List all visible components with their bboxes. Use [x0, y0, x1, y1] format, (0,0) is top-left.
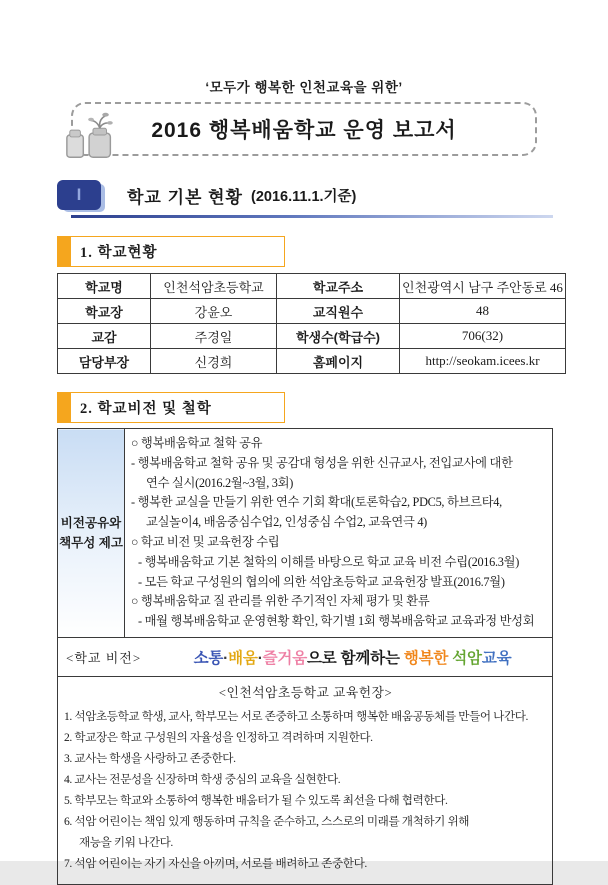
vision-philosophy-table [57, 428, 553, 885]
content-line: - 행복배움학교 기본 철학의 이해를 바탕으로 학교 교육 비전 수립(2016.3월) [138, 554, 519, 569]
orange-square-marker [58, 393, 71, 422]
charter-item: 5. 학부모는 학교와 소통하여 행복한 배움터가 될 수 있도록 최선을 다해 협력한다. [64, 793, 448, 807]
slogan-segment: 즐거움 [262, 649, 307, 667]
vision-sharing-content [125, 429, 553, 638]
report-title: 2016 행복배움학교 운영 보고서 [151, 119, 457, 142]
table-row [58, 349, 566, 374]
slogan-segment: 행복한 [403, 649, 453, 667]
content-line: ○ 학교 비전 및 교육헌장 수립 [131, 534, 280, 549]
charter-item: 6. 석암 어린이는 책임 있게 행동하며 규칙을 준수하고, 스스로의 미래를 개척하기 위해 [64, 814, 470, 828]
content-line: - 행복배움학교 철학 공유 및 공감대 형성을 위한 신규교사, 전입교사에 대한 [131, 455, 513, 470]
vice-principal-header: 교감 [58, 324, 151, 349]
homepage-value: http://seokam.icees.kr [400, 349, 566, 374]
charter-title: <인천석암초등학교 교육헌장> [218, 685, 393, 700]
vision-sharing-label [58, 429, 125, 638]
header-quote: ‘모두가 행복한 인천교육을 위한’ [205, 80, 403, 95]
orange-square-marker [58, 237, 71, 266]
table-row [58, 429, 553, 638]
charter-item: 3. 교사는 학생을 사랑하고 존중한다. [64, 751, 236, 765]
report-title-banner [71, 102, 537, 156]
label-line: 비전공유와 [60, 515, 122, 530]
student-count-header: 학생수(학급수) [277, 324, 400, 349]
slogan-dot: · [223, 649, 229, 667]
content-line: 연수 실시(2016.2월~3월, 3회) [146, 475, 294, 490]
section-date-note: (2016.11.1.기준) [250, 188, 357, 205]
charter-item-continuation: 재능을 키워 나간다. [79, 835, 173, 849]
charter-item: 7. 석암 어린이는 자기 자신을 아끼며, 서로를 배려하고 존중한다. [64, 856, 367, 870]
vice-principal-value: 주경일 [151, 324, 277, 349]
table-row [58, 299, 566, 324]
school-address-header: 학교주소 [277, 274, 400, 299]
table-row [58, 676, 553, 884]
slogan-segment: 석암 [452, 649, 482, 667]
table-row [58, 637, 553, 676]
charter-item: 1. 석암초등학교 학생, 교사, 학부모는 서로 존중하고 소통하며 행복한 배움공동체를 만들어 나간다. [64, 709, 529, 723]
content-line: ○ 행복배움학교 질 관리를 위한 주기적인 자체 평가 및 환류 [131, 594, 430, 609]
school-name-header: 학교명 [58, 274, 151, 299]
subsection-school-status [57, 236, 285, 267]
content-line: - 매월 행복배움학교 운영현황 확인, 학기별 1회 행복배움학교 교육과정 반성회 [138, 614, 535, 629]
content-line: - 모든 학교 구성원의 협의에 의한 석암초등학교 교육헌장 발표(2016.7월) [138, 574, 505, 589]
label-line: 책무성 제고 [59, 535, 123, 550]
staff-count-header: 교직원수 [277, 299, 400, 324]
section-basic-status [57, 180, 553, 218]
subsection-title: 1. 학교현황 [80, 245, 158, 261]
slogan-segment: 교육 [481, 649, 512, 667]
section-title: 학교 기본 현황 [127, 187, 243, 207]
plant-cans-icon [63, 106, 121, 164]
table-row [58, 324, 566, 349]
slogan-dot: · [257, 649, 263, 667]
school-info-table [57, 273, 566, 374]
content-line: - 행복한 교실을 만들기 위한 연수 기회 확대(토론학습2, PDC5, 하브르타4, [131, 495, 502, 510]
subsection-title: 2. 학교비전 및 철학 [80, 401, 212, 417]
homepage-header: 홈페이지 [277, 349, 400, 374]
principal-value: 강윤오 [151, 299, 277, 324]
student-count-value: 706(32) [400, 324, 566, 349]
charter-item: 2. 학교장은 학교 구성원의 자율성을 인정하고 격려하며 지원한다. [64, 730, 373, 744]
subsection-vision-philosophy [57, 392, 285, 423]
table-row [58, 274, 566, 299]
staff-count-value: 48 [400, 299, 566, 324]
charter-item: 4. 교사는 전문성을 신장하며 학생 중심의 교육을 실현한다. [64, 772, 341, 786]
content-line: ○ 행복배움학교 철학 공유 [131, 436, 263, 450]
school-vision-row [58, 637, 553, 676]
slogan-segment: 배움 [228, 649, 258, 667]
slogan-segment: 소통 [193, 649, 224, 667]
content-line: 교실놀이4, 배움중심수업2, 인성중심 수업2, 교육연극 4) [146, 515, 427, 530]
vision-label: <학교 비전> [66, 650, 142, 666]
education-charter-cell [58, 676, 553, 884]
section-underline [71, 215, 553, 218]
head-teacher-value: 신경희 [151, 349, 277, 374]
school-name-value: 인천석암초등학교 [151, 274, 277, 299]
school-address-value: 인천광역시 남구 주안동로 46 [400, 274, 566, 299]
principal-header: 학교장 [58, 299, 151, 324]
slogan-segment: 으로 함께하는 [306, 649, 404, 667]
section-number-badge: I [57, 180, 101, 210]
head-teacher-header: 담당부장 [58, 349, 151, 374]
